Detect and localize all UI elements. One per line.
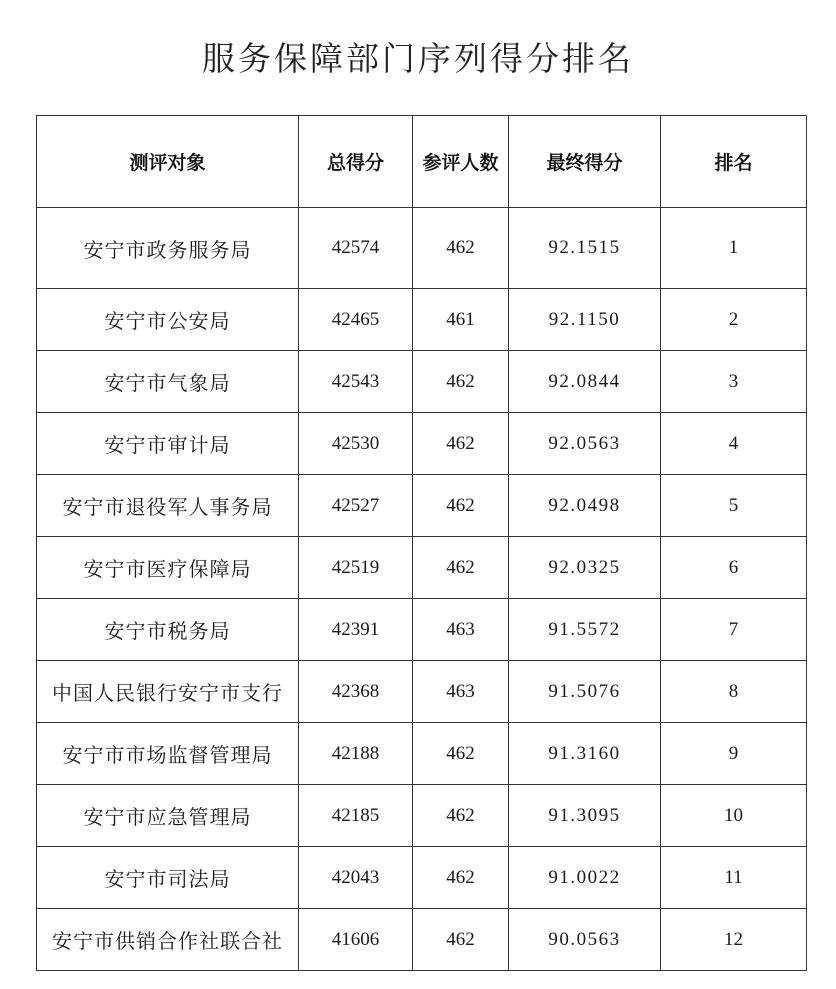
cell-rank: 10	[661, 785, 807, 847]
cell-total: 42543	[299, 351, 413, 413]
cell-target: 安宁市气象局	[37, 351, 299, 413]
cell-rank: 5	[661, 475, 807, 537]
cell-participants: 462	[413, 413, 509, 475]
cell-participants: 463	[413, 661, 509, 723]
cell-participants: 463	[413, 599, 509, 661]
cell-final: 91.0022	[509, 847, 661, 909]
cell-rank: 1	[661, 208, 807, 289]
cell-final: 91.3095	[509, 785, 661, 847]
cell-rank: 12	[661, 909, 807, 971]
table-row	[37, 909, 807, 971]
table-row	[37, 785, 807, 847]
cell-target: 安宁市审计局	[37, 413, 299, 475]
ranking-table	[36, 115, 807, 971]
cell-final: 92.0844	[509, 351, 661, 413]
cell-target: 安宁市公安局	[37, 289, 299, 351]
cell-target: 安宁市应急管理局	[37, 785, 299, 847]
table-row	[37, 351, 807, 413]
cell-rank: 2	[661, 289, 807, 351]
cell-target: 安宁市税务局	[37, 599, 299, 661]
cell-total: 42530	[299, 413, 413, 475]
header-target: 测评对象	[37, 116, 299, 208]
cell-target: 安宁市政务服务局	[37, 208, 299, 289]
cell-participants: 462	[413, 537, 509, 599]
cell-total: 42185	[299, 785, 413, 847]
cell-final: 91.3160	[509, 723, 661, 785]
table-row	[37, 723, 807, 785]
cell-participants: 461	[413, 289, 509, 351]
cell-participants: 462	[413, 208, 509, 289]
cell-total: 42391	[299, 599, 413, 661]
cell-target: 安宁市供销合作社联合社	[37, 909, 299, 971]
cell-final: 92.0325	[509, 537, 661, 599]
header-total: 总得分	[299, 116, 413, 208]
cell-total: 42527	[299, 475, 413, 537]
cell-final: 91.5076	[509, 661, 661, 723]
cell-final: 91.5572	[509, 599, 661, 661]
cell-participants: 462	[413, 475, 509, 537]
cell-total: 41606	[299, 909, 413, 971]
cell-total: 42188	[299, 723, 413, 785]
cell-total: 42043	[299, 847, 413, 909]
cell-final: 90.0563	[509, 909, 661, 971]
table-row	[37, 289, 807, 351]
page-title: 服务保障部门序列得分排名	[202, 39, 634, 79]
cell-target: 安宁市市场监督管理局	[37, 723, 299, 785]
table-row	[37, 413, 807, 475]
cell-rank: 6	[661, 537, 807, 599]
cell-final: 92.0563	[509, 413, 661, 475]
cell-target: 安宁市司法局	[37, 847, 299, 909]
header-rank: 排名	[661, 116, 807, 208]
cell-rank: 8	[661, 661, 807, 723]
cell-rank: 7	[661, 599, 807, 661]
cell-rank: 4	[661, 413, 807, 475]
table-row	[37, 475, 807, 537]
cell-target: 安宁市退役军人事务局	[37, 475, 299, 537]
cell-total: 42519	[299, 537, 413, 599]
cell-target: 安宁市医疗保障局	[37, 537, 299, 599]
table-row	[37, 847, 807, 909]
cell-total: 42368	[299, 661, 413, 723]
cell-rank: 3	[661, 351, 807, 413]
table-header-row	[37, 116, 807, 208]
cell-final: 92.0498	[509, 475, 661, 537]
table-row	[37, 599, 807, 661]
cell-participants: 462	[413, 909, 509, 971]
header-participants: 参评人数	[413, 116, 509, 208]
table-row	[37, 537, 807, 599]
table-row	[37, 208, 807, 289]
table-body	[37, 208, 807, 971]
cell-total: 42465	[299, 289, 413, 351]
cell-final: 92.1515	[509, 208, 661, 289]
cell-participants: 462	[413, 847, 509, 909]
cell-participants: 462	[413, 723, 509, 785]
cell-target: 中国人民银行安宁市支行	[37, 661, 299, 723]
cell-participants: 462	[413, 785, 509, 847]
cell-participants: 462	[413, 351, 509, 413]
cell-rank: 9	[661, 723, 807, 785]
table-row	[37, 661, 807, 723]
cell-total: 42574	[299, 208, 413, 289]
header-final: 最终得分	[509, 116, 661, 208]
cell-rank: 11	[661, 847, 807, 909]
cell-final: 92.1150	[509, 289, 661, 351]
